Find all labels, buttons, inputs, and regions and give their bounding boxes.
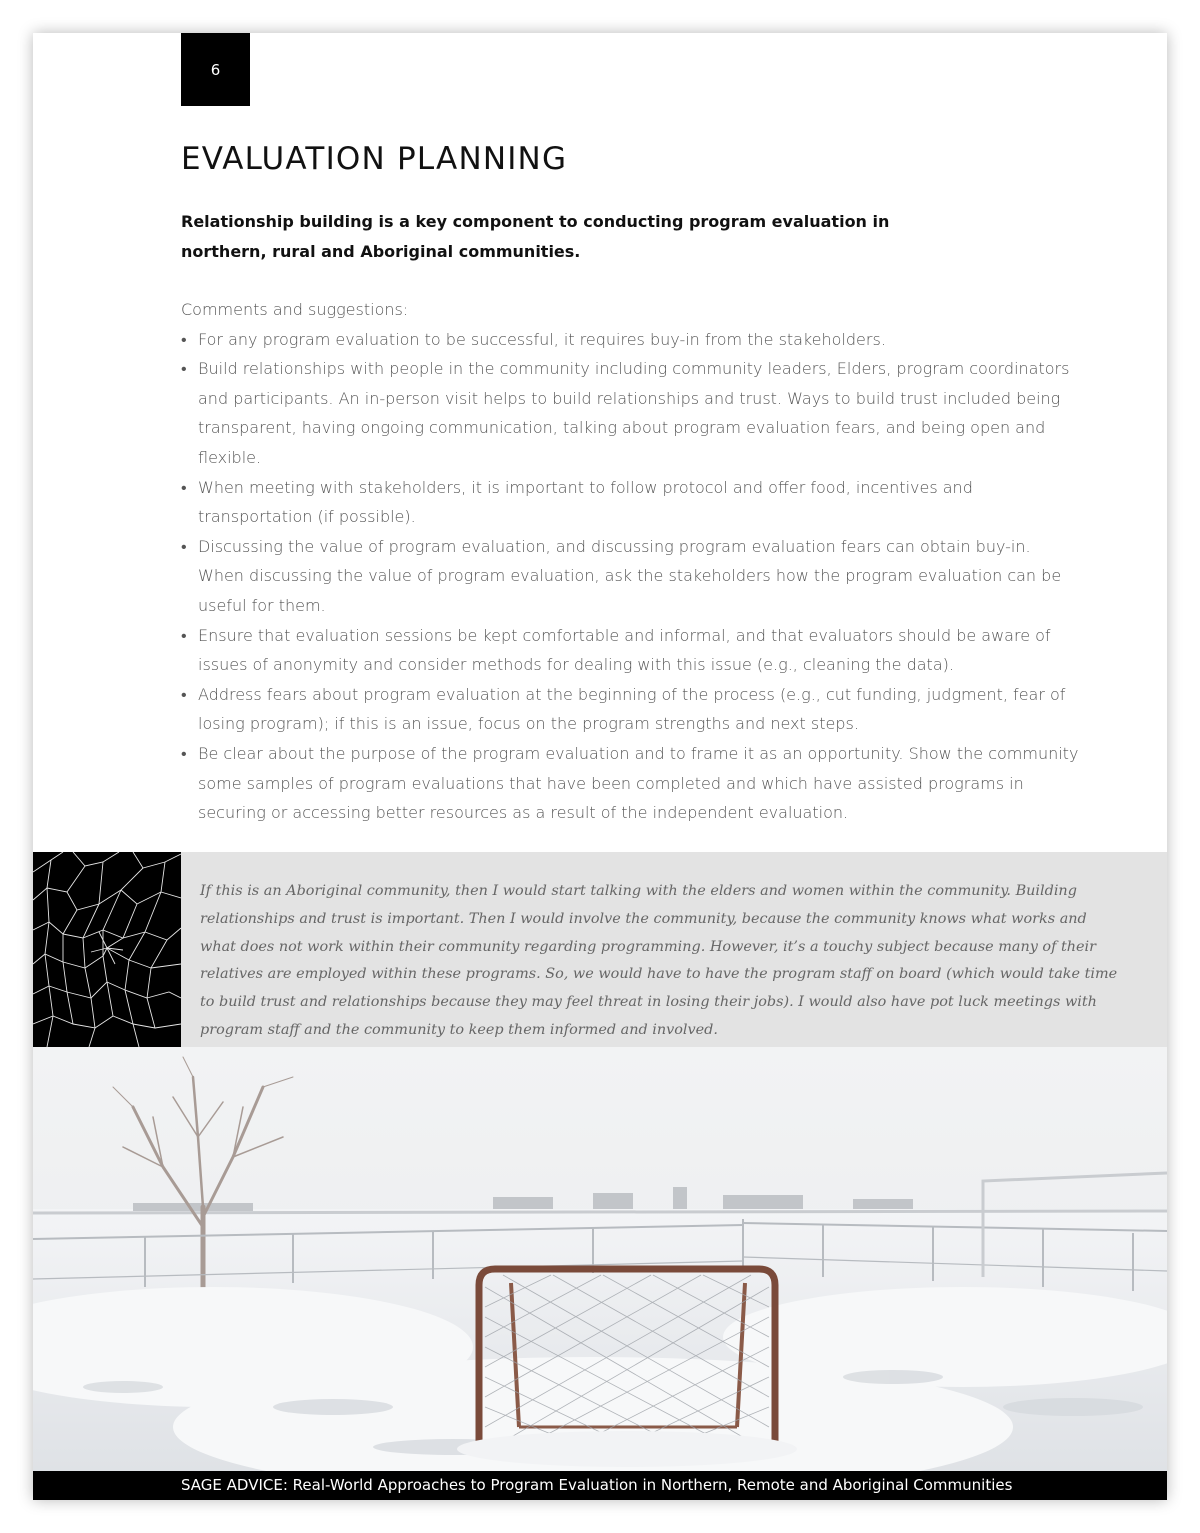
bullet-icon: • — [181, 477, 187, 497]
comments-heading: Comments and suggestions: — [181, 300, 409, 319]
bullet-icon: • — [181, 625, 187, 645]
bullet-icon: • — [181, 329, 187, 349]
page-number: 6 — [181, 33, 250, 106]
list-item: • Discussing the value of program evaluation, and discussing program evaluation fears can obtain buy-in. When discussing the value of program evaluation, ask the stakeholders how the program evaluation can be useful for them. — [181, 532, 1081, 621]
bullet-icon: • — [181, 743, 187, 763]
bullet-icon: • — [181, 536, 187, 556]
winter-hockey-net-photo — [33, 1047, 1167, 1471]
list-item: • Build relationships with people in the community including community leaders, Elders, program coordinators and participants. An in-person visit helps to build relationships and trust. Ways to build trust included being transparent, having ongoing communication, talking about program evaluation fears, and being open and flexible. — [181, 354, 1081, 472]
list-item: • For any program evaluation to be successful, it requires buy-in from the stakeholders. — [181, 325, 1081, 355]
footer-bar: SAGE ADVICE: Real-World Approaches to Program Evaluation in Northern, Remote and Aboriginal Communities — [33, 1471, 1167, 1500]
list-item: • Ensure that evaluation sessions be kept comfortable and informal, and that evaluators should be aware of issues of anonymity and consider methods for dealing with this issue (e.g., cleaning the data). — [181, 621, 1081, 680]
page-title: EVALUATION PLANNING — [181, 141, 568, 177]
list-item: • Address fears about program evaluation at the beginning of the process (e.g., cut funding, judgment, fear of losing program); if this is an issue, focus on the program strengths and next steps. — [181, 680, 1081, 739]
document-page — [33, 33, 1167, 1500]
quote-band — [33, 852, 1167, 1047]
list-item: • When meeting with stakeholders, it is important to follow protocol and offer food, incentives and transportation (if possible). — [181, 473, 1081, 532]
bullet-icon: • — [181, 359, 187, 379]
quote-text: If this is an Aboriginal community, then I would start talking with the elders and women within the community. Building relationships and trust is important. Then I would involve the community, because the community knows what works and what does not work within their community regarding programming. However, it’s a touchy subject because many of their relatives are employed within these programs. So, we would have to have the program staff on board (which would take time to build trust and relationships because they may feel threat in losing their jobs). I would also have pot luck meetings with program staff and the community to keep them informed and involved. — [200, 883, 1118, 1038]
suggestions-list — [181, 325, 1081, 828]
bullet-icon: • — [181, 684, 187, 704]
list-item: • Be clear about the purpose of the program evaluation and to frame it as an opportunity. Show the community some samples of program evaluations that have been completed and which have assisted programs in securing or accessing better resources as a result of the independent evaluation. — [181, 739, 1081, 828]
mosaic-pattern-icon — [33, 852, 181, 1047]
lead-paragraph: Relationship building is a key component to conducting program evaluation in northern, rural and Aboriginal communities. — [181, 212, 890, 261]
comments-section — [181, 295, 1081, 828]
